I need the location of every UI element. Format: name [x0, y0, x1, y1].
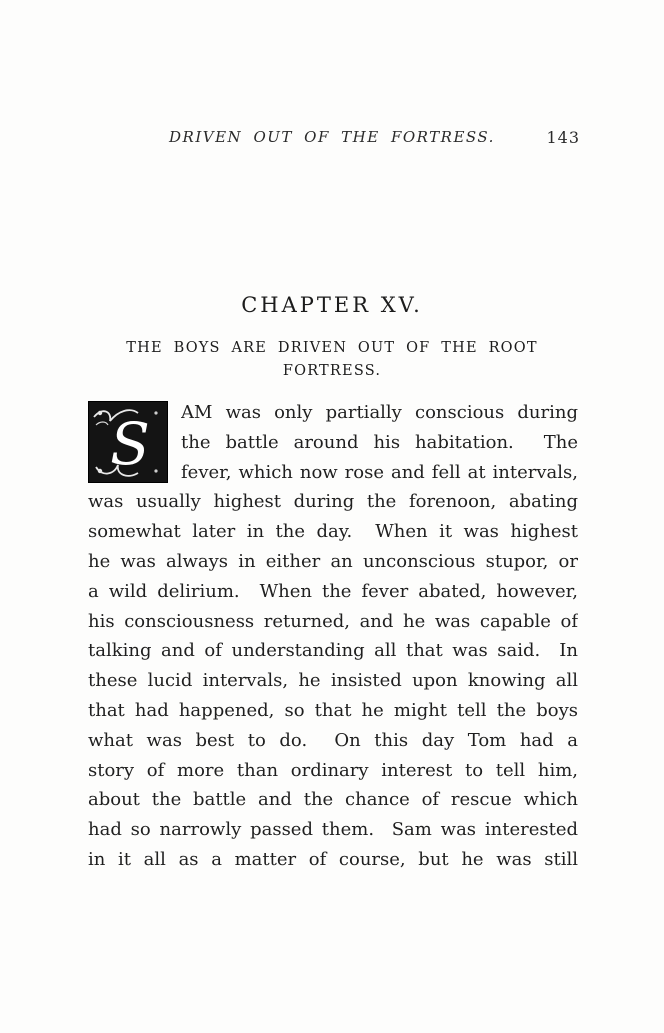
chapter-subtitle-line-1: THE BOYS ARE DRIVEN OUT OF THE ROOT	[126, 340, 538, 356]
text-line: talking and of understanding all that was said. In	[88, 640, 578, 662]
text-line: about the battle and the chance of rescue which	[88, 789, 578, 811]
chapter-subtitle-line-2: FORTRESS.	[282, 363, 382, 379]
text-line: had so narrowly passed them. Sam was interested	[88, 819, 578, 841]
text-line: a wild delirium. When the fever abated, however,	[88, 580, 578, 602]
chapter-subtitle	[88, 337, 576, 383]
opening-paragraph	[88, 398, 578, 487]
drop-cap-letter: S	[110, 410, 150, 478]
text-line: the battle around his habitation. The	[181, 431, 578, 453]
running-header-title: DRIVEN OUT OF THE FORTRESS.	[169, 128, 495, 146]
text-line: he was always in either an unconscious stupor, or	[88, 550, 578, 572]
text-line: story of more than ordinary interest to tell him,	[88, 759, 578, 781]
drop-cap-initial-icon	[88, 401, 168, 483]
text-line: fever, which now rose and fell at intervals,	[181, 461, 578, 483]
text-line: that had happened, so that he might tell the boys	[88, 699, 578, 721]
running-header	[88, 128, 580, 150]
text-line: in it all as a matter of course, but he was still	[88, 848, 578, 870]
text-line: what was best to do. On this day Tom had a	[88, 729, 578, 751]
opening-lines	[181, 398, 578, 487]
text-line: these lucid intervals, he insisted upon knowing all	[88, 670, 578, 692]
text-line: his consciousness returned, and he was capable of	[88, 610, 578, 632]
text-line: somewhat later in the day. When it was highest	[88, 521, 578, 543]
text-line: was usually highest during the forenoon, abating	[88, 491, 578, 513]
text-line: AM was only partially conscious during	[181, 402, 578, 423]
page-number: 143	[546, 128, 580, 147]
body-text	[88, 398, 578, 875]
drop-cap-ornament	[88, 401, 168, 483]
chapter-title: CHAPTER XV.	[241, 293, 423, 317]
